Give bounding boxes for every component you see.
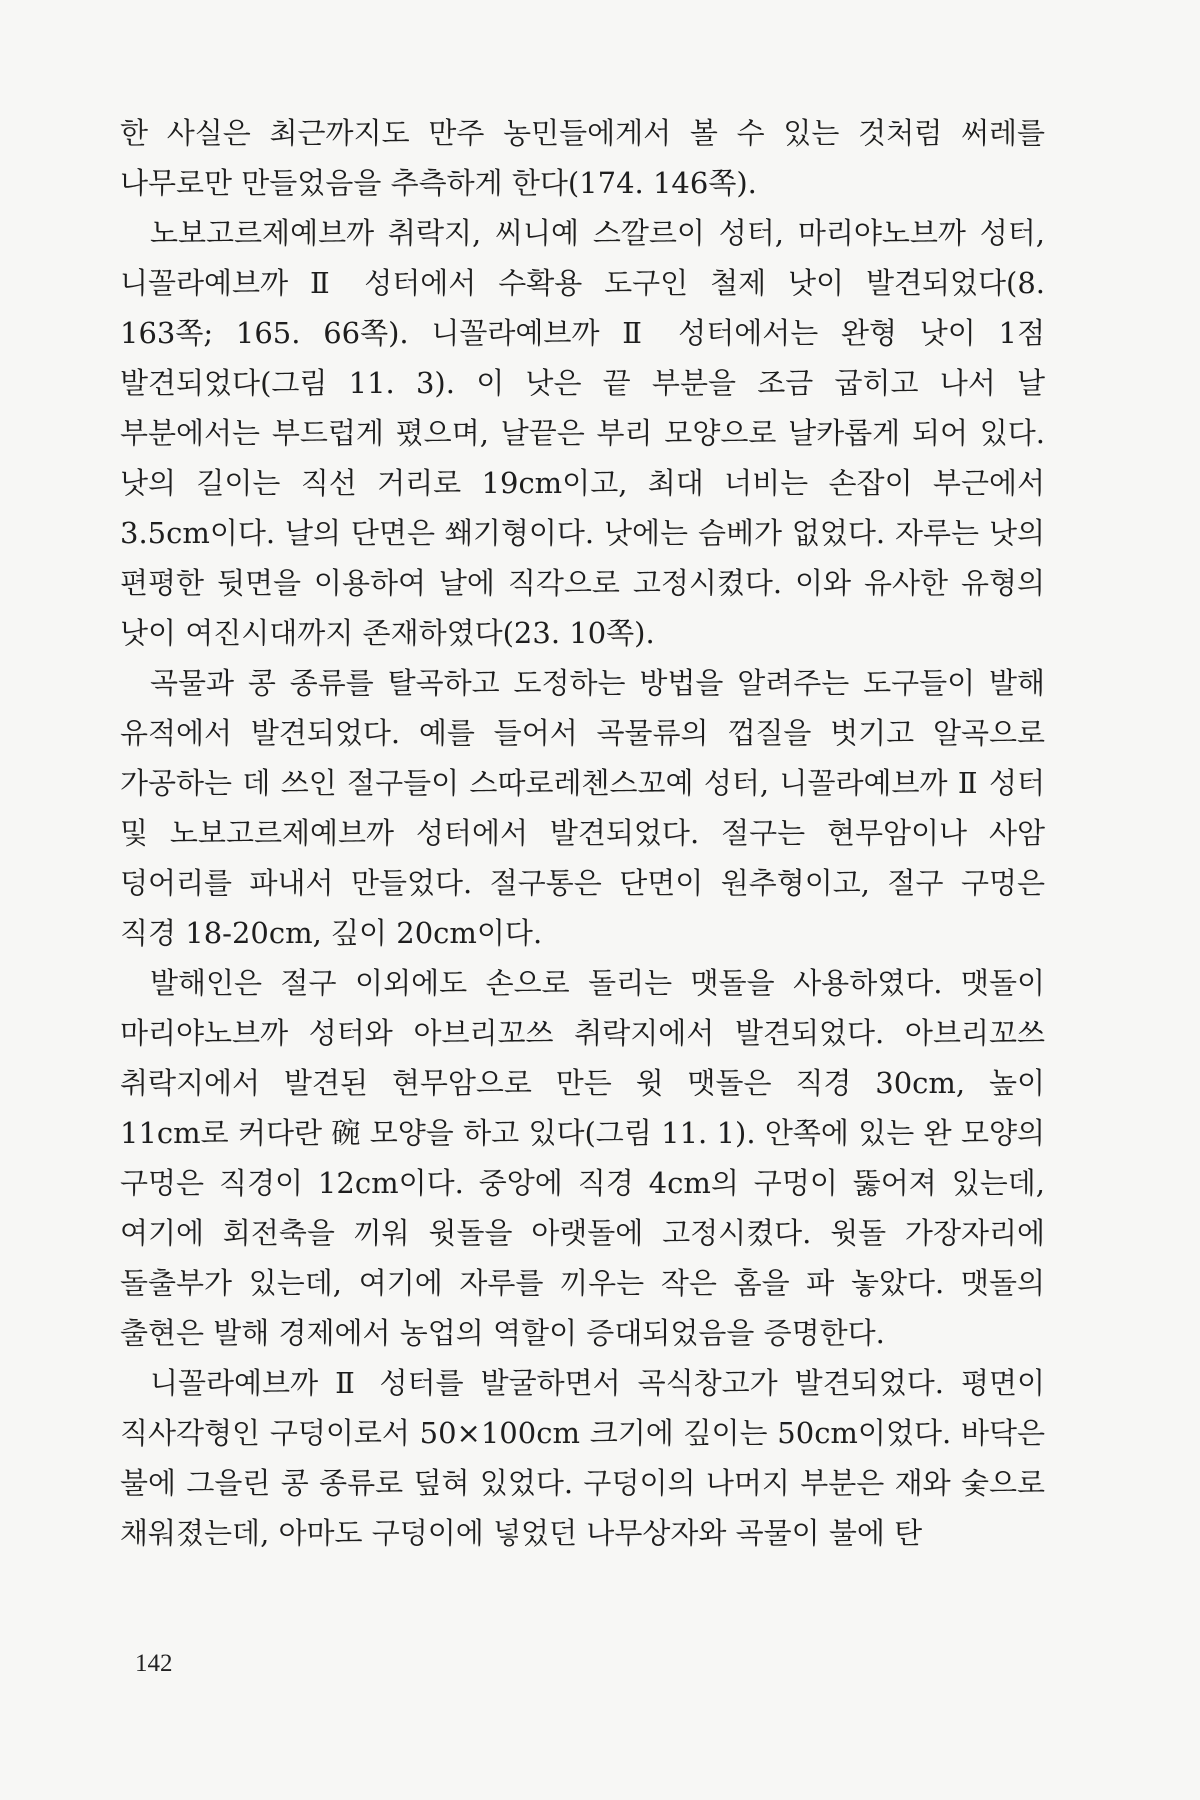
- paragraph-sickle: 노보고르제예브까 취락지, 씨니예 스깔르이 성터, 마리야노브까 성터, 니꼴라예브까 Ⅱ 성터에서 수확용 도구인 철제 낫이 발견되었다(8. 163쪽; 165. 66쪽). 니꼴라예브까 Ⅱ 성터에서는 완형 낫이 1점 발견되었다(그림 11. 3). 이 낫은 끝 부분을 조금 굽히고 나서 날 부분에서는 부드럽게 폈으며, 날끝은 부리 모양으로 날카롭게 되어 있다. 낫의 길이는 직선 거리로 19cm이고, 최대 너비는 손잡이 부근에서 3.5cm이다. 날의 단면은 쐐기형이다. 낫에는 슴베가 없었다. 자루는 낫의 편평한 뒷면을 이용하여 날에 직각으로 고정시켰다. 이와 유사한 유형의 낫이 여진시대까지 존재하였다(23. 10쪽).: [120, 216, 1045, 650]
- paragraph-granary: 니꼴라예브까 Ⅱ 성터를 발굴하면서 곡식창고가 발견되었다. 평면이 직사각형인 구덩이로서 50×100cm 크기에 깊이는 50cm이었다. 바닥은 불에 그을린 콩 종류로 덮혀 있었다. 구덩이의 나머지 부분은 재와 숯으로 채워졌는데, 아마도 구덩이에 넣었던 나무상자와 곡물이 불에 탄: [120, 1366, 1045, 1550]
- body-text: [120, 108, 1045, 1558]
- paragraph-millstone: 발해인은 절구 이외에도 손으로 돌리는 맷돌을 사용하였다. 맷돌이 마리야노브까 성터와 아브리꼬쓰 취락지에서 발견되었다. 아브리꼬쓰 취락지에서 발견된 현무암으로 만든 윗 맷돌은 직경 30cm, 높이 11cm로 커다란 碗 모양을 하고 있다(그림 11. 1). 안쪽에 있는 완 모양의 구멍은 직경이 12cm이다. 중앙에 직경 4cm의 구멍이 뚫어져 있는데, 여기에 회전축을 끼워 윗돌을 아랫돌에 고정시켰다. 윗돌 가장자리에 돌출부가 있는데, 여기에 자루를 끼우는 작은 홈을 파 놓았다. 맷돌의 출현은 발해 경제에서 농업의 역할이 증대되었음을 증명한다.: [120, 966, 1045, 1350]
- page-number: 142: [135, 1650, 173, 1677]
- paragraph-continuation: 한 사실은 최근까지도 만주 농민들에게서 볼 수 있는 것처럼 써레를 나무로만 만들었음을 추측하게 한다(174. 146쪽).: [120, 116, 1045, 200]
- paragraph-mortar: 곡물과 콩 종류를 탈곡하고 도정하는 방법을 알려주는 도구들이 발해 유적에서 발견되었다. 예를 들어서 곡물류의 껍질을 벗기고 알곡으로 가공하는 데 쓰인 절구들이 스따로레첸스꼬예 성터, 니꼴라예브까 Ⅱ 성터 및 노보고르제예브까 성터에서 발견되었다. 절구는 현무암이나 사암 덩어리를 파내서 만들었다. 절구통은 단면이 원추형이고, 절구 구멍은 직경 18-20cm, 깊이 20cm이다.: [120, 666, 1045, 950]
